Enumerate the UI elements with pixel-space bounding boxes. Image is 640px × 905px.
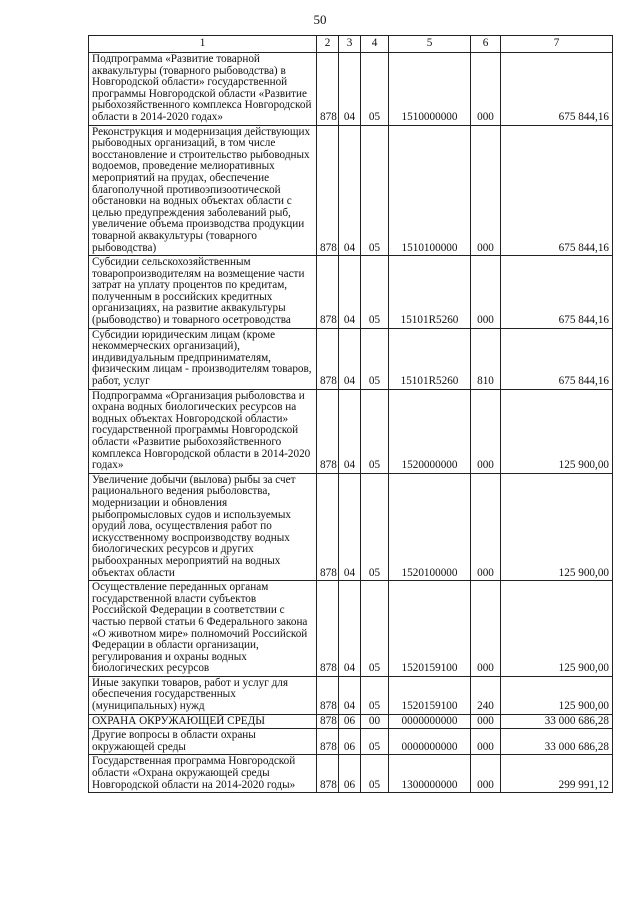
row-code-section: 04 (339, 389, 361, 473)
table-row (89, 473, 613, 580)
table-row (89, 581, 613, 677)
row-code-section: 04 (339, 328, 361, 389)
row-code-subsection: 05 (361, 729, 389, 755)
row-name-text: Государственная программа Новгородской области «Охрана окружающей среды Новгородской области на 2014-2020 годы» (92, 755, 296, 791)
table-row (89, 53, 613, 126)
header-col-7: 7 (501, 36, 613, 53)
row-code-ministry: 878 (317, 581, 339, 677)
row-amount: 125 900,00 (501, 581, 613, 677)
row-code-subsection: 05 (361, 328, 389, 389)
header-row (89, 36, 613, 53)
row-amount: 125 900,00 (501, 676, 613, 714)
table-row (89, 729, 613, 755)
row-code-target: 15101R5260 (389, 328, 471, 389)
row-amount: 675 844,16 (501, 125, 613, 256)
row-name (89, 581, 317, 677)
row-code-expense-type: 000 (471, 256, 501, 329)
row-code-ministry: 878 (317, 389, 339, 473)
row-code-subsection: 05 (361, 256, 389, 329)
row-code-section: 06 (339, 714, 361, 729)
row-name (89, 53, 317, 126)
row-name (89, 256, 317, 329)
row-code-target: 15101R5260 (389, 256, 471, 329)
row-code-ministry: 878 (317, 256, 339, 329)
row-name-text: Субсидии юридическим лицам (кроме некоммерческих организаций), индивидуальным предпринимателям, физическим лицам - производителям товаров, работ, услуг (92, 328, 312, 388)
row-code-expense-type: 000 (471, 729, 501, 755)
row-name-text: Другие вопросы в области охраны окружающей среды (92, 729, 256, 753)
row-name (89, 714, 317, 729)
row-code-target: 1510000000 (389, 53, 471, 126)
row-code-section: 04 (339, 676, 361, 714)
row-code-target: 1520100000 (389, 473, 471, 580)
row-amount: 125 900,00 (501, 473, 613, 580)
header-col-6: 6 (471, 36, 501, 53)
row-code-target: 1520159100 (389, 581, 471, 677)
row-code-target: 1520000000 (389, 389, 471, 473)
row-code-subsection: 05 (361, 389, 389, 473)
row-code-target: 1510100000 (389, 125, 471, 256)
row-amount: 675 844,16 (501, 328, 613, 389)
budget-table (88, 35, 613, 793)
row-name (89, 676, 317, 714)
row-name-text: Подпрограмма «Организация рыболовства и охрана водных биологических ресурсов на водных объектах Новгородской области» государственной программы Новгородской области «Развитие рыбохозяйственного комплекса Новгородской области в 2014-2020 годах» (92, 389, 311, 472)
row-name (89, 389, 317, 473)
row-code-ministry: 878 (317, 473, 339, 580)
row-code-ministry: 878 (317, 125, 339, 256)
row-code-subsection: 05 (361, 473, 389, 580)
row-code-expense-type: 000 (471, 714, 501, 729)
row-code-section: 04 (339, 256, 361, 329)
row-name-text: Увеличение добычи (вылова) рыбы за счет рационального ведения рыболовства, модернизации и обновления рыбопромысловых судов и используемых орудий лова, осуществления работ по искусственному воспроизводству водных биологических ресурсов и других рыбоохранных мероприятий на водных объектах области (92, 473, 296, 579)
row-amount: 33 000 686,28 (501, 714, 613, 729)
row-code-subsection: 00 (361, 714, 389, 729)
row-code-subsection: 05 (361, 581, 389, 677)
row-code-section: 04 (339, 581, 361, 677)
table-row (89, 714, 613, 729)
row-amount: 675 844,16 (501, 53, 613, 126)
row-code-expense-type: 240 (471, 676, 501, 714)
row-name-text: ОХРАНА ОКРУЖАЮЩЕЙ СРЕДЫ (92, 714, 266, 727)
row-code-expense-type: 000 (471, 581, 501, 677)
row-name (89, 729, 317, 755)
row-code-expense-type: 000 (471, 755, 501, 793)
row-name-text: Иные закупки товаров, работ и услуг для обеспечения государственных (муниципальных) нужд (92, 676, 289, 713)
row-code-section: 06 (339, 729, 361, 755)
row-code-target: 0000000000 (389, 714, 471, 729)
table-row (89, 389, 613, 473)
row-name (89, 473, 317, 580)
row-code-section: 04 (339, 53, 361, 126)
header-col-3: 3 (339, 36, 361, 53)
row-code-target: 0000000000 (389, 729, 471, 755)
row-amount: 299 991,12 (501, 755, 613, 793)
row-code-section: 04 (339, 125, 361, 256)
row-name (89, 328, 317, 389)
row-name-text: Подпрограмма «Развитие товарной аквакультуры (товарного рыбоводства) в Новгородской области» государственной программы Новгородской области «Развитие рыбохозяйственного комплекса Новгородской области в 2014-2020 годах» (92, 53, 312, 123)
row-amount: 675 844,16 (501, 256, 613, 329)
row-code-section: 04 (339, 473, 361, 580)
row-code-expense-type: 000 (471, 473, 501, 580)
table-row (89, 755, 613, 793)
row-name-text: Реконструкция и модернизация действующих рыбоводных организаций, в том числе восстановление и строительство рыбоводных водоемов, проведение мелиоративных мероприятий на прудах, обеспечение благополучной противоэпизоотической обстановки на водных объектах области с целью предупреждения заболеваний рыб, увеличение объема производства продукции товарной аквакультуры (товарного рыбоводства) (92, 125, 311, 254)
row-code-expense-type: 000 (471, 125, 501, 256)
row-code-target: 1300000000 (389, 755, 471, 793)
header-col-1: 1 (89, 36, 317, 53)
row-code-ministry: 878 (317, 755, 339, 793)
row-code-expense-type: 000 (471, 53, 501, 126)
row-name-text: Субсидии сельскохозяйственным товаропроизводителям на возмещение части затрат на уплату процентов по кредитам, полученным в российских кредитных организациях, на развитие аквакультуры (рыбоводство) и товарного осетроводства (92, 256, 305, 327)
header-col-2: 2 (317, 36, 339, 53)
page-number: 50 (313, 12, 327, 27)
row-name-text: Осуществление переданных органам государственной власти субъектов Российской Федерации в соответствии с частью первой статьи 6 Федерального закона «О животном мире» полномочий Российской Федерации в области организации, регулирования и охраны водных биологических ресурсов (92, 581, 308, 675)
row-code-subsection: 05 (361, 676, 389, 714)
table-row (89, 125, 613, 256)
row-code-subsection: 05 (361, 53, 389, 126)
row-code-ministry: 878 (317, 328, 339, 389)
table-row (89, 676, 613, 714)
row-amount: 125 900,00 (501, 389, 613, 473)
row-code-ministry: 878 (317, 53, 339, 126)
row-code-ministry: 878 (317, 714, 339, 729)
row-code-ministry: 878 (317, 676, 339, 714)
row-code-expense-type: 810 (471, 328, 501, 389)
row-code-target: 1520159100 (389, 676, 471, 714)
row-code-ministry: 878 (317, 729, 339, 755)
row-code-section: 06 (339, 755, 361, 793)
header-col-4: 4 (361, 36, 389, 53)
row-amount: 33 000 686,28 (501, 729, 613, 755)
row-name (89, 125, 317, 256)
table-row (89, 256, 613, 329)
row-code-expense-type: 000 (471, 389, 501, 473)
table-row (89, 328, 613, 389)
row-code-subsection: 05 (361, 755, 389, 793)
row-code-subsection: 05 (361, 125, 389, 256)
row-name (89, 755, 317, 793)
header-col-5: 5 (389, 36, 471, 53)
